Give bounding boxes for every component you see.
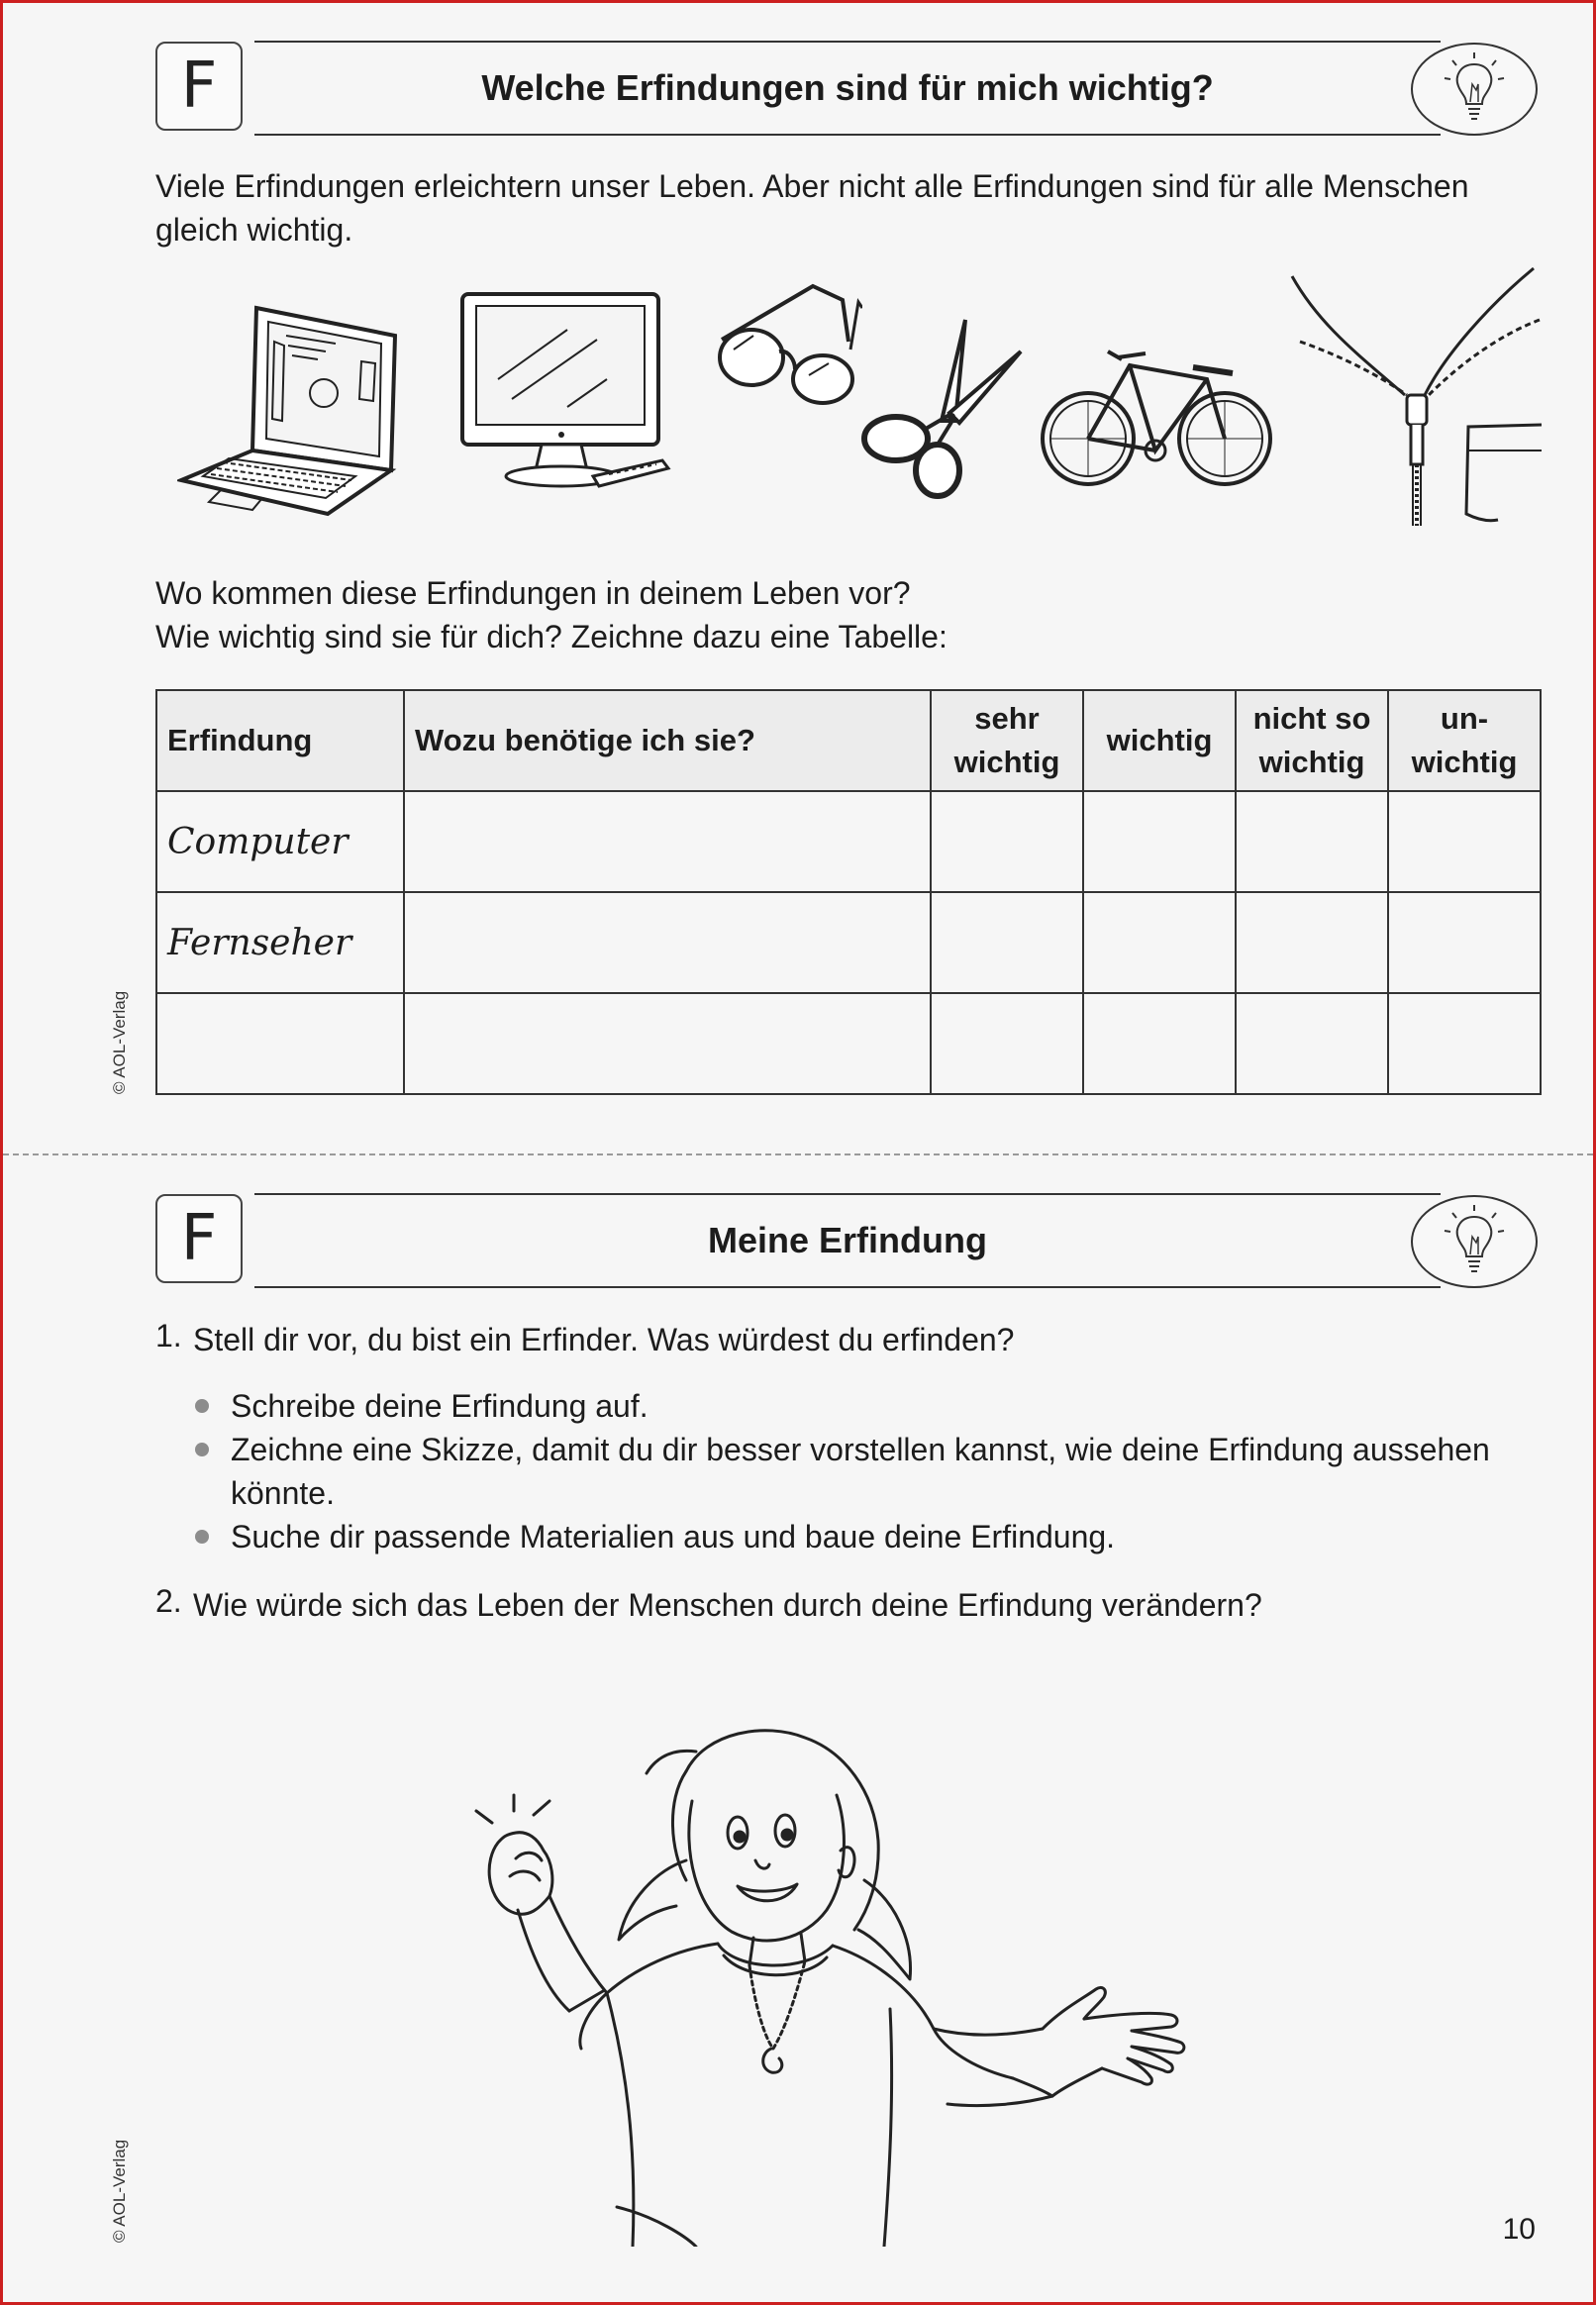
header-erfindung: Erfindung — [156, 690, 404, 791]
rating-cell[interactable] — [1388, 791, 1541, 892]
header-line: un- — [1440, 701, 1489, 736]
rating-cell[interactable] — [931, 791, 1083, 892]
task-1-bullets — [193, 1384, 1549, 1558]
purpose-cell[interactable] — [404, 993, 931, 1094]
header-line: wichtig — [1411, 745, 1518, 779]
lightbulb-icon — [1409, 1193, 1540, 1290]
copyright-credit: © AOL-Verlag — [110, 2139, 129, 2243]
cut-line-divider — [3, 1153, 1593, 1155]
header-important: wichtig — [1083, 690, 1236, 791]
bullet-icon — [195, 1399, 209, 1413]
importance-table — [155, 689, 1542, 1095]
list-item — [193, 1428, 1549, 1515]
purpose-cell[interactable] — [404, 892, 931, 993]
row-invention-cell: Computer — [156, 791, 404, 892]
glasses-illustration — [714, 280, 862, 407]
task-2-text: Wie würde sich das Leben der Menschen durch deine Erfindung verändern? — [193, 1587, 1262, 1623]
header-unimportant — [1388, 690, 1541, 791]
bullet-text: Suche dir passende Materialien aus und baue deine Erfindung. — [231, 1519, 1116, 1554]
header-purpose: Wozu benötige ich sie? — [404, 690, 931, 791]
rating-cell[interactable] — [1236, 791, 1388, 892]
section-title: Meine Erfindung — [254, 1193, 1441, 1288]
copyright-credit: © AOL-Verlag — [110, 990, 129, 1094]
rating-cell[interactable] — [931, 892, 1083, 993]
rating-cell[interactable] — [1083, 892, 1236, 993]
table-row — [156, 892, 1541, 993]
rating-cell[interactable] — [1236, 892, 1388, 993]
header-line: wichtig — [1258, 745, 1365, 779]
girl-illustration — [458, 1712, 1349, 2247]
bullet-text: Schreibe deine Erfindung auf. — [231, 1388, 648, 1424]
zipper-illustration — [1290, 266, 1542, 526]
question-importance: Wie wichtig sind sie für dich? Zeichne dazu eine Tabelle: — [155, 619, 948, 654]
header-line: nicht so — [1252, 701, 1371, 736]
rating-cell[interactable] — [1236, 993, 1388, 1094]
table-row — [156, 993, 1541, 1094]
bicycle-illustration — [1039, 346, 1276, 490]
header-not-so-important — [1236, 690, 1388, 791]
rating-cell[interactable] — [1083, 791, 1236, 892]
monitor-illustration — [458, 290, 674, 500]
scissors-illustration — [856, 312, 1025, 500]
lightbulb-icon — [1409, 41, 1540, 138]
intro-text: Viele Erfindungen erleichtern unser Leben. Aber nicht alle Erfindungen sind für alle Menschen gleich wichtig. — [155, 168, 1469, 248]
rating-cell[interactable] — [1083, 993, 1236, 1094]
purpose-cell[interactable] — [404, 791, 931, 892]
table-row — [156, 791, 1541, 892]
header-line: wichtig — [953, 745, 1060, 779]
rating-cell[interactable] — [1388, 892, 1541, 993]
header-line: sehr — [974, 701, 1040, 736]
rating-cell[interactable] — [931, 993, 1083, 1094]
row-invention-cell: Fernseher — [156, 892, 404, 993]
rating-cell[interactable] — [1388, 993, 1541, 1094]
task-number: 1. — [155, 1318, 182, 1353]
section-letter-box: F — [155, 1194, 243, 1283]
list-item — [193, 1515, 1549, 1558]
table-header-row — [156, 690, 1541, 791]
page-number: 10 — [1502, 2213, 1536, 2246]
section-title: Welche Erfindungen sind für mich wichtig? — [254, 41, 1441, 136]
task-number: 2. — [155, 1583, 182, 1619]
header-very-important — [931, 690, 1083, 791]
bullet-icon — [195, 1530, 209, 1544]
laptop-illustration — [177, 302, 397, 520]
bullet-text: Zeichne eine Skizze, damit du dir besser vorstellen kannst, wie deine Erfindung aussehen — [231, 1432, 1490, 1467]
section-letter-box: F — [155, 42, 243, 131]
question-where: Wo kommen diese Erfindungen in deinem Leben vor? — [155, 575, 911, 611]
bullet-icon — [195, 1443, 209, 1456]
task-1-text: Stell dir vor, du bist ein Erfinder. Was würdest du erfinden? — [193, 1322, 1015, 1357]
row-invention-cell[interactable] — [156, 993, 404, 1094]
list-item — [193, 1384, 1549, 1428]
bullet-text: könnte. — [231, 1475, 335, 1511]
